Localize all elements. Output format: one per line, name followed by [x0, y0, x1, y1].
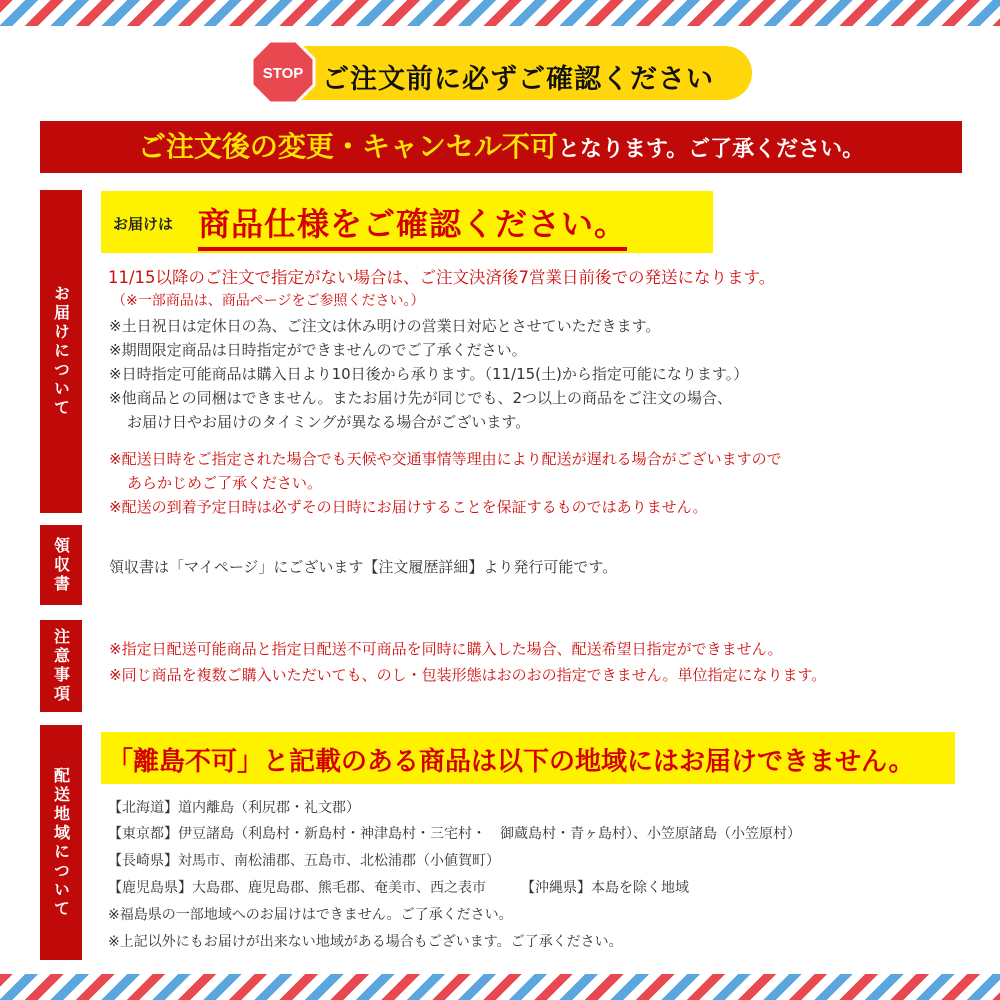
areas-callout: [101, 732, 955, 784]
side-label-areas: [40, 725, 82, 960]
areas-line-2: 【東京都】伊豆諸島（利島村・新島村・神津島村・三宅村・ 御蔵島村・青ヶ島村）、小笠原諸島（小笠原村）: [108, 826, 801, 842]
delivery-line-4: ※期間限定商品は日時指定ができませんのでご了承ください。: [109, 341, 527, 359]
side-label-receipt-text: 領収書: [51, 536, 71, 594]
side-label-areas-text: 配送地域について: [51, 766, 71, 919]
delivery-line-10: ※配送の到着予定日時は必ずその日時にお届けすることを保証するものではありません。: [109, 498, 708, 516]
banner-rest: となります。ご了承ください。: [557, 137, 865, 162]
delivery-line-5: ※日時指定可能商品は購入日より10日後から承ります。（11/15(土)から指定可能になります。）: [109, 365, 749, 383]
delivery-line-2: （※一部商品は、商品ページをご参照ください。）: [112, 293, 425, 309]
delivery-line-6: ※他商品との同梱はできません。またお届け先が同じでも、2つ以上の商品をご注文の場合、: [109, 389, 733, 407]
stop-sign-icon: [250, 39, 316, 105]
page-title: ご注文前に必ずご確認ください: [322, 64, 714, 95]
areas-line-5: ※福島県の一部地域へのお届けはできません。ご了承ください。: [108, 907, 513, 923]
delivery-line-1: 11/15以降のご注文で指定がない場合は、ご注文決済後7営業日前後での発送になります。: [108, 268, 776, 287]
notes-line-2: ※同じ商品を複数ご購入いただいても、のし・包装形態はおのおの指定できません。単位指定になります。: [109, 666, 827, 684]
top-stripe-border: [0, 0, 1000, 26]
delivery-callout-main: 商品仕様をご確認ください。: [198, 199, 627, 251]
delivery-line-8: ※配送日時をご指定された場合でも天候や交通事情等理由により配送が遅れる場合がございますので: [109, 450, 782, 468]
banner-highlight: ご注文後の変更・キャンセル不可: [137, 130, 558, 163]
side-label-notes: [40, 620, 82, 712]
areas-line-4: 【鹿児島県】大島郡、鹿児島郡、熊毛郡、奄美市、西之表市 【沖縄県】本島を除く地域: [108, 880, 689, 896]
delivery-callout-prefix: お届けは: [113, 215, 174, 233]
side-label-delivery: [40, 190, 82, 513]
stop-sign-label: STOP: [262, 65, 304, 82]
no-cancel-banner: [40, 121, 962, 173]
delivery-line-9: あらかじめご了承ください。: [127, 474, 323, 492]
areas-line-3: 【長崎県】対馬市、南松浦郡、五島市、北松浦郡（小値賀町）: [108, 853, 500, 869]
delivery-line-7: お届け日やお届けのタイミングが異なる場合がございます。: [127, 413, 531, 431]
notes-line-1: ※指定日配送可能商品と指定日配送不可商品を同時に購入した場合、配送希望日指定ができません。: [109, 640, 783, 658]
side-label-delivery-text: お届けについて: [51, 285, 71, 418]
side-label-notes-text: 注意事項: [51, 628, 71, 704]
receipt-text: 領収書は「マイページ」にございます【注文履歴詳細】より発行可能です。: [109, 558, 618, 576]
bottom-stripe-border: [0, 974, 1000, 1000]
delivery-line-3: ※土日祝日は定休日の為、ご注文は休み明けの営業日対応とさせていただきます。: [109, 317, 661, 335]
areas-line-1: 【北海道】道内離島（利尻郡・礼文郡）: [108, 800, 360, 816]
delivery-callout: [101, 191, 713, 253]
side-label-receipt: [40, 525, 82, 605]
areas-line-6: ※上記以外にもお届けが出来ない地域がある場合もございます。ご了承ください。: [108, 934, 623, 950]
areas-headline: 「離島不可」と記載のある商品は以下の地域にはお届けできません。: [107, 747, 915, 777]
